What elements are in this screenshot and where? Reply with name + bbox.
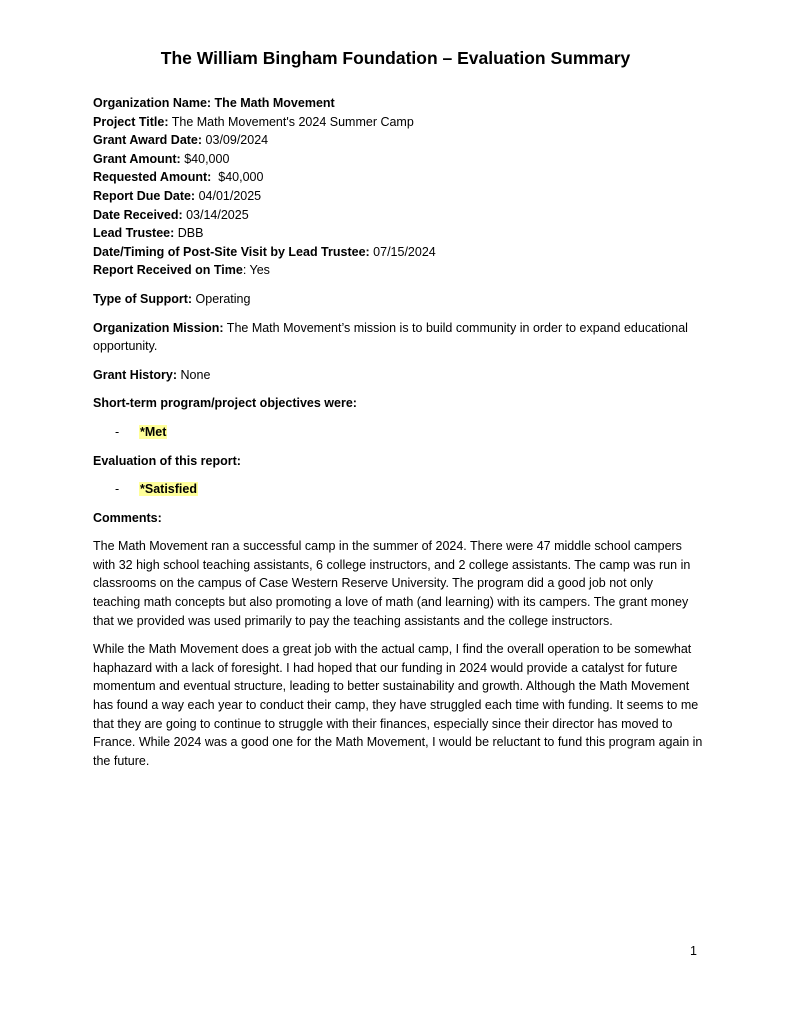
evaluation-result-highlight: *Satisfied <box>140 482 197 497</box>
field-label: Requested Amount: <box>93 170 212 185</box>
comments-heading: Comments: <box>93 510 162 525</box>
field-requested-amount <box>93 168 703 187</box>
field-label: Organization Name: <box>93 96 212 110</box>
field-post-site-visit <box>93 243 703 262</box>
field-label: Grant Award Date: <box>93 133 203 148</box>
mission-value: The Math Movement’s mission is to build community in order to expand educational opportunity. <box>93 320 688 354</box>
field-value: 03/14/2025 <box>182 207 249 222</box>
grant-history <box>93 366 703 385</box>
field-lead-trustee <box>93 224 703 243</box>
field-grant-amount <box>93 150 703 169</box>
field-label: Report Received on Time <box>93 263 243 278</box>
field-label: Grant Amount: <box>93 151 181 166</box>
field-report-on-time <box>93 261 703 280</box>
field-value: $40,000 <box>180 151 230 166</box>
history-value: None <box>177 367 211 382</box>
document-body <box>93 94 703 770</box>
evaluation-heading: Evaluation of this report: <box>93 453 241 468</box>
field-value: $40,000 <box>211 170 264 185</box>
objectives-result-highlight: *Met <box>140 424 167 439</box>
support-value: Operating <box>192 291 251 306</box>
field-project-title <box>93 113 703 132</box>
organization-mission <box>93 319 703 356</box>
field-value: 07/15/2024 <box>369 244 436 259</box>
field-label: Report Due Date: <box>93 188 196 203</box>
history-label: Grant History: <box>93 367 178 382</box>
comments-paragraph-1: The Math Movement ran a successful camp in the summer of 2024. There were 47 middle school campers with 32 high school teaching assistants, 6 college instructors, and 2 college assistants. The camp was run in classrooms on the campus of Case Western Reserve University. The program did a good job not only teaching math concepts but also promoting a love of math (and learning) with its campers. The grant money that we provided was used primarily to pay the teaching assistants and the college instructors. <box>93 539 691 628</box>
bullet-dash: - <box>115 424 120 439</box>
objectives-heading: Short-term program/project objectives were: <box>93 396 357 411</box>
page-number: 1 <box>690 944 697 958</box>
bullet-dash: - <box>115 482 120 497</box>
field-value: The Math Movement's 2024 Summer Camp <box>168 114 414 129</box>
field-organization-name <box>93 94 703 113</box>
field-grant-award-date <box>93 131 703 150</box>
field-date-received <box>93 206 703 225</box>
field-value: 03/09/2024 <box>202 133 269 148</box>
mission-label: Organization Mission: <box>93 320 224 335</box>
field-label: Lead Trustee: <box>93 226 175 241</box>
field-value: The Math Movement <box>211 96 335 110</box>
evaluation-result-item <box>93 480 703 499</box>
type-of-support <box>93 290 703 309</box>
objectives-result-item <box>93 423 703 442</box>
field-value: DBB <box>174 226 204 241</box>
field-label: Date Received: <box>93 207 183 222</box>
support-label: Type of Support: <box>93 291 193 306</box>
field-value: 04/01/2025 <box>195 188 262 203</box>
field-label: Date/Timing of Post-Site Visit by Lead Trustee: <box>93 244 370 259</box>
field-report-due-date <box>93 187 703 206</box>
comments-paragraph-2: While the Math Movement does a great job with the actual camp, I find the overall operation to be somewhat haphazard with a lack of foresight. I had hoped that our funding in 2024 would provide a catalyst for future momentum and eventual structure, leading to better sustainability and growth. Although the Math Movement has found a way each year to conduct their camp, they have struggled each time with funding. It seems to me that they are going to continue to struggle with their finances, especially since their director has moved to France. While 2024 was a good one for the Math Movement, I would be reluctant to fund this program again in the future. <box>93 642 703 768</box>
field-label: Project Title: <box>93 114 169 129</box>
field-value: : Yes <box>242 263 270 278</box>
document-title: The William Bingham Foundation – Evaluation Summary <box>160 48 631 68</box>
